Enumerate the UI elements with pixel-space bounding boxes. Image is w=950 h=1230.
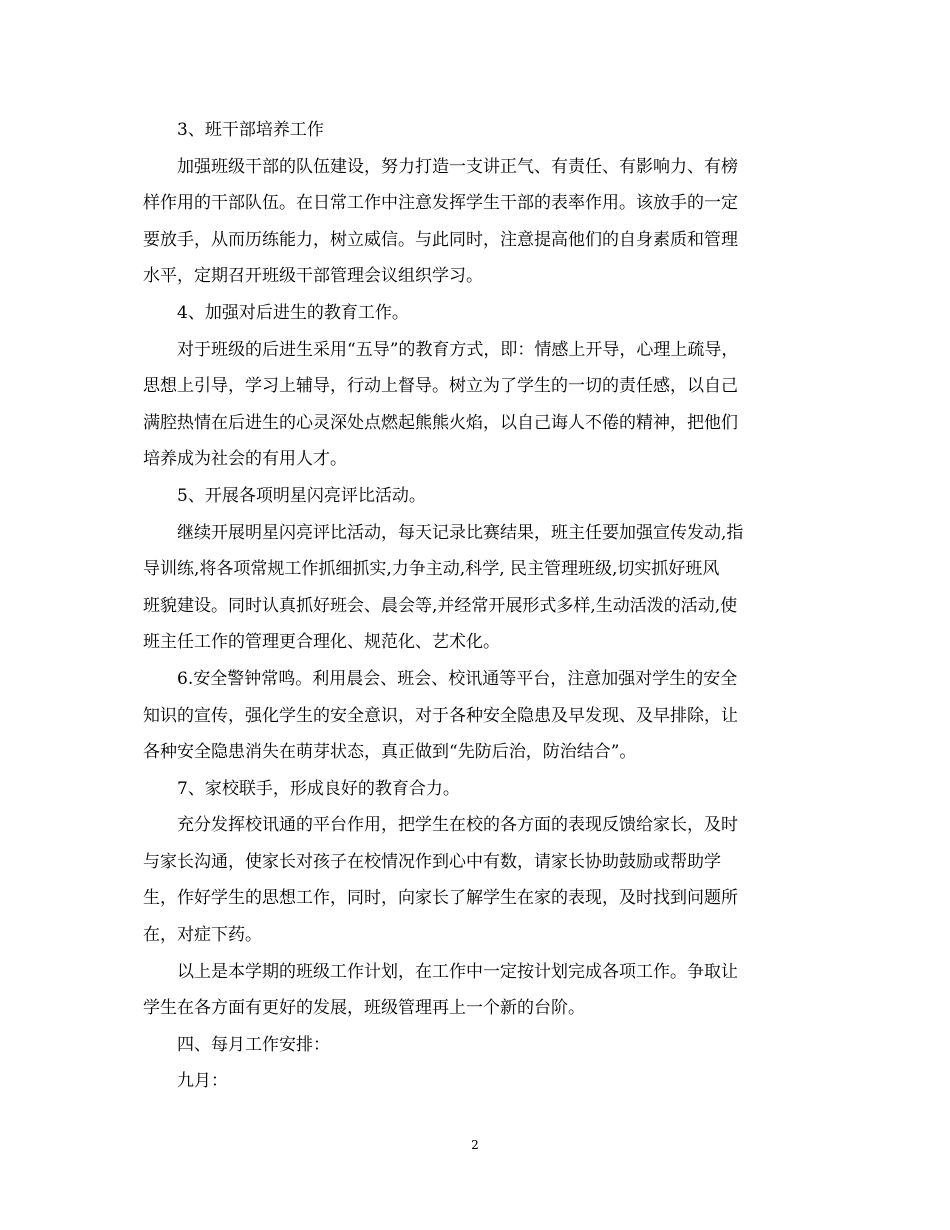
text-line: 水平，定期召开班级干部管理会议组织学习。 <box>143 266 483 287</box>
text-line: 满腔热情在后进生的心灵深处点燃起熊熊火焰，以自己诲人不倦的精神，把他们 <box>143 412 738 433</box>
text-line: 生，作好学生的思想工作，同时，向家长了解学生在家的表现，及时找到问题所 <box>143 888 738 909</box>
text-line: 5、开展各项明星闪亮评比活动。 <box>177 485 426 506</box>
text-line: 继续开展明星闪亮评比活动，每天记录比赛结果，班主任要加强宣传发动,指 <box>177 522 744 543</box>
page-number: 2 <box>471 1138 479 1152</box>
text-line: 与家长沟通，使家长对孩子在校情况作到心中有数，请家长协助鼓励或帮助学 <box>143 851 721 872</box>
document-body <box>143 112 807 1100</box>
text-line: 以上是本学期的班级工作计划，在工作中一定按计划完成各项工作。争取让 <box>177 961 738 982</box>
text-line: 在，对症下药。 <box>143 925 262 946</box>
text-line: 对于班级的后进生采用“五导”的教育方式，即：情感上开导，心理上疏导， <box>177 339 739 360</box>
text-line: 7、家校联手，形成良好的教育合力。 <box>177 778 460 799</box>
text-line: 各种安全隐患消失在萌芽状态，真正做到“先防后治，防治结合”。 <box>143 742 637 763</box>
text-line: 样作用的干部队伍。在日常工作中注意发挥学生干部的表率作用。该放手的一定 <box>143 193 738 214</box>
text-line: 加强班级干部的队伍建设，努力打造一支讲正气、有责任、有影响力、有榜 <box>177 156 738 177</box>
text-line: 要放手，从而历练能力，树立威信。与此同时，注意提高他们的自身素质和管理 <box>143 229 738 250</box>
text-line: 思想上引导，学习上辅导，行动上督导。树立为了学生的一切的责任感，以自己 <box>143 376 738 397</box>
text-line: 知识的宣传，强化学生的安全意识，对于各种安全隐患及早发现、及早排除，让 <box>143 705 738 726</box>
text-line: 班主任工作的管理更合理化、规范化、艺术化。 <box>143 632 500 653</box>
text-line: 培养成为社会的有用人才。 <box>143 449 347 470</box>
text-line: 导训练,将各项常规工作抓细抓实,力争主动,科学, 民主管理班级,切实抓好班风 <box>143 559 720 580</box>
text-line: 班貌建设。同时认真抓好班会、晨会等,并经常开展形式多样,生动活泼的活动,使 <box>143 595 738 616</box>
text-line: 四、每月工作安排： <box>177 1034 330 1055</box>
text-line: 充分发挥校讯通的平台作用，把学生在校的各方面的表现反馈给家长，及时 <box>177 815 738 836</box>
text-line: 6.安全警钟常鸣。利用晨会、班会、校讯通等平台，注意加强对学生的安全 <box>177 668 738 689</box>
text-line: 学生在各方面有更好的发展，班级管理再上一个新的台阶。 <box>143 998 585 1019</box>
text-line: 九月： <box>177 1071 228 1092</box>
text-line: 3、班干部培养工作 <box>177 120 324 140</box>
text-line: 4、加强对后进生的教育工作。 <box>177 302 409 323</box>
